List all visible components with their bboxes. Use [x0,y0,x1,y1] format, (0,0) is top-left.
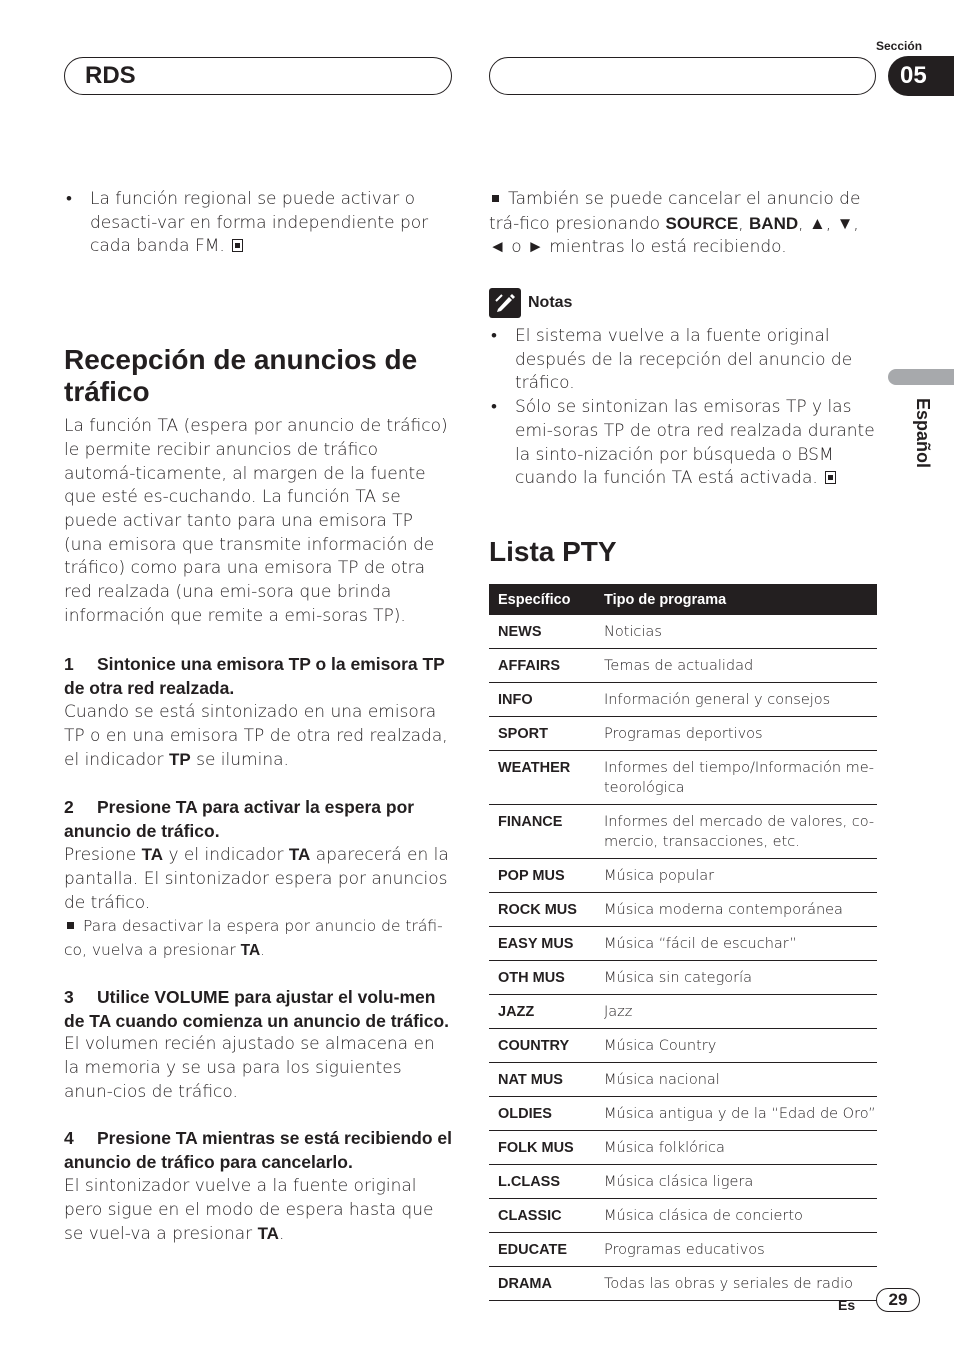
pty-description: Información general y consejos [595,683,877,717]
pty-code: NAT MUS [489,1063,595,1097]
table-row [489,717,877,751]
pty-code: FOLK MUS [489,1131,595,1165]
end-mark-icon [825,471,836,484]
step-2-heading: 2 Presione TA para activar la espera por anuncio de tráfico. [64,796,415,841]
step-1-heading: 1 Sintonice una emisora TP o la emisora TP de otra red realzada. [64,654,445,699]
table-row [489,1063,877,1097]
table-row [489,859,877,893]
notes-pencil-icon [489,288,521,318]
pty-code: INFO [489,683,595,717]
section-title: RDS [85,62,136,89]
pty-table-wrap [489,584,877,1301]
table-row [489,1131,877,1165]
column-header-code: Específico [489,584,595,615]
pty-code: ROCK MUS [489,893,595,927]
page-number: 29 [876,1288,920,1312]
table-row [489,683,877,717]
pty-code: WEATHER [489,751,595,805]
pty-code: OLDIES [489,1097,595,1131]
pty-code: COUNTRY [489,1029,595,1063]
pty-description: Informes del mercado de valores, co-mercio, transacciones, etc. [595,805,877,859]
step-4-body: El sintonizador vuelve a la fuente original pero sigue en el modo de espera hasta que se vuel-va a presionar TA. [64,1175,434,1245]
pty-code: EASY MUS [489,927,595,961]
table-row [489,1029,877,1063]
pty-description: Jazz [595,995,877,1029]
step-3-heading: 3 Utilice VOLUME para ajustar el volu-men de TA cuando comienza un anuncio de tráfico. [64,986,450,1031]
pty-description: Música nacional [595,1063,877,1097]
step-2-body: Presione TA y el indicador TA aparecerá en la pantalla. El sintonizador espera por anuncios de tráfico. [64,845,449,913]
pty-code: AFFAIRS [489,649,595,683]
step-1-body: Cuando se está sintonizado en una emisora TP o en una emisora TP de otra red realzada, el indicador TP se ilumina. [64,701,448,771]
table-row [489,751,877,805]
traffic-intro: La función TA (espera por anuncio de tráfico) le permite recibir anuncios de tráfico automá-ticamente, al margen de la fuente que esté es-cuchando. La función TA se puede activar tanto para una emisora TP (una emisora que transmite información de tráfico) como para una emisora TP de otra red realzada (una emi-sora que brinda información que remite a emi-soras TP). [64,416,448,626]
pty-description: Música moderna contemporánea [595,893,877,927]
left-column [64,188,452,1247]
pty-description: Informes del tiempo/Información me-teorológica [595,751,877,805]
pty-code: FINANCE [489,805,595,859]
table-row [489,995,877,1029]
language-tab-marker [888,369,954,385]
heading-traffic: Recepción de anuncios de tráfico [64,344,418,408]
regional-bullet [64,188,452,259]
pty-code: SPORT [489,717,595,751]
footer-language-code: Es [838,1297,856,1313]
pty-description: Programas deportivos [595,717,877,751]
pty-code: EDUCATE [489,1233,595,1267]
pty-description: Todas las obras y seriales de radio [595,1267,877,1301]
pty-table [489,584,877,1301]
step-2-note: Para desactivar la espera por anuncio de tráfi-co, vuelva a presionar TA. [64,917,443,960]
pty-code: L.CLASS [489,1165,595,1199]
pty-description: Música folklórica [595,1131,877,1165]
pty-description: Temas de actualidad [595,649,877,683]
pty-description: Música antigua y de la “Edad de Oro” [595,1097,877,1131]
pty-description: Programas educativos [595,1233,877,1267]
table-row [489,649,877,683]
section-label: Sección [876,39,923,53]
table-row [489,1199,877,1233]
note-square-icon [492,195,499,202]
blank-header-frame [489,57,876,95]
pty-code: CLASSIC [489,1199,595,1233]
pty-table-body [489,615,877,1301]
language-label: Español [913,398,933,469]
pty-description: Música clásica ligera [595,1165,877,1199]
notes-header [489,288,572,318]
table-row [489,1097,877,1131]
note-item: • Sólo se sintonizan las emisoras TP y las emi-soras TP de otra red realzada durante la sinto-nización por búsqueda o BSM cuando la función TA está activada. [489,396,877,491]
table-row [489,615,877,649]
table-row [489,1233,877,1267]
note-square-icon [67,922,74,929]
pty-code: POP MUS [489,859,595,893]
column-header-type: Tipo de programa [595,584,877,615]
pty-description: Noticias [595,615,877,649]
table-row [489,805,877,859]
pty-code: DRAMA [489,1267,595,1301]
pty-description: Música clásica de concierto [595,1199,877,1233]
step-3-body: El volumen recién ajustado se almacena en la memoria y se usa para los siguientes anun-cios de tráfico. [64,1034,435,1102]
pty-description: Música sin categoría [595,961,877,995]
heading-pty: Lista PTY [489,536,617,567]
table-row [489,1165,877,1199]
note-item: • El sistema vuelve a la fuente original después de la recepción del anuncio de tráfico. [489,325,877,396]
table-row [489,927,877,961]
step-4-heading: 4 Presione TA mientras se está recibiendo el anuncio de tráfico para cancelarlo. [64,1128,452,1173]
pty-code: JAZZ [489,995,595,1029]
table-row [489,893,877,927]
pty-description: Música popular [595,859,877,893]
pty-code: NEWS [489,615,595,649]
section-number: 05 [888,56,954,96]
pty-description: Música “fácil de escuchar” [595,927,877,961]
notes-list [489,325,877,491]
table-row [489,961,877,995]
notes-title: Notas [528,294,573,311]
table-header-row [489,584,877,615]
regional-bullet-text: La función regional se puede activar o desacti-var en forma independiente por cada banda FM. [90,189,429,257]
table-row [489,1267,877,1301]
end-mark-icon [232,239,243,252]
pty-code: OTH MUS [489,961,595,995]
pty-description: Música Country [595,1029,877,1063]
cancel-note: También se puede cancelar el anuncio de trá-fico presionando SOURCE, BAND, ▲, ▼, ◄ o ► mientras lo está recibiendo. [489,189,861,258]
